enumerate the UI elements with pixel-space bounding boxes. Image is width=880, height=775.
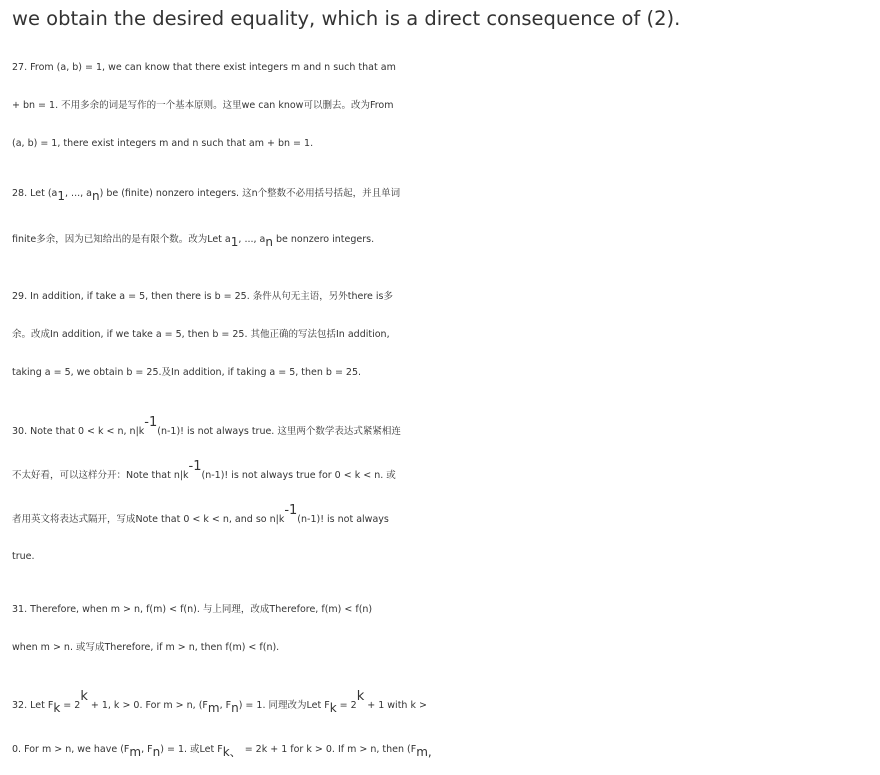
- subscript: k: [53, 701, 61, 715]
- text-line: [12, 175, 874, 213]
- text-line: taking a = 5, we obtain b = 25.及In addition, if taking a = 5, then b = 25.: [12, 367, 362, 378]
- subscript: k、: [222, 745, 242, 759]
- superscript: -1: [188, 459, 202, 474]
- text-span: (n-1)! is not always true. 这里两个数学表达式紧紧相连: [157, 426, 401, 437]
- text-span: 30. Note that 0 < k < n, n|k: [12, 426, 145, 437]
- text-span: (n-1)! is not always true for 0 < k < n. 或: [201, 470, 396, 481]
- text-line: 余。改成In addition, if we take a = 5, then b = 25. 其他正确的写法包括In addition,: [12, 329, 390, 340]
- text-line: when m > n. 或写成Therefore, if m > n, then f(m) < f(n).: [12, 642, 280, 653]
- superscript: -1: [284, 503, 298, 518]
- text-span: be nonzero integers.: [272, 234, 375, 245]
- subscript: n: [231, 701, 239, 715]
- text-line: [12, 454, 874, 498]
- subscript: 1: [230, 235, 239, 249]
- text-span: (n-1)! is not always: [297, 514, 389, 525]
- text-span: = 2: [60, 700, 81, 711]
- text-line: true.: [12, 551, 35, 562]
- paragraph-28: [12, 175, 874, 259]
- text-span: , F: [141, 744, 153, 755]
- text-span: ) = 1. 同理改为Let F: [238, 700, 330, 711]
- text-line: [12, 410, 874, 454]
- text-span: = 2: [336, 700, 357, 711]
- text-line: 29. In addition, if take a = 5, then there is b = 25. 条件从句无主语，另外there is多: [12, 291, 394, 302]
- subscript: k: [329, 701, 337, 715]
- subscript: m: [129, 745, 142, 759]
- text-line: (a, b) = 1, there exist integers m and n such that am + bn = 1.: [12, 138, 314, 149]
- paragraph-31: [12, 591, 874, 667]
- text-line: [12, 498, 874, 542]
- text-span: 28. Let (a: [12, 188, 58, 199]
- text-span: ) be (finite) nonzero integers. 这n个整数不必用括号括起，并且单词: [99, 188, 401, 199]
- text-line: [12, 684, 874, 728]
- text-span: = 2k + 1 for k > 0. If m > n, then (F: [241, 744, 417, 755]
- text-span: + 1, k > 0. For m > n, (F: [87, 700, 208, 711]
- text-line: + bn = 1. 不用多余的词是写作的一个基本原则。这里we can know可以删去。改为From: [12, 100, 394, 111]
- paragraph-29: [12, 278, 874, 392]
- text-span: + 1 with k >: [364, 700, 427, 711]
- superscript: k: [80, 689, 88, 704]
- subscript: n: [152, 745, 161, 759]
- text-span: 0. For m > n, we have (F: [12, 744, 130, 755]
- text-line: [12, 728, 874, 772]
- paragraph-32: [12, 684, 874, 772]
- text-span: 者用英文将表达式隔开，写成Note that 0 < k < n, and so n|k: [12, 514, 285, 525]
- subscript: n: [265, 235, 273, 249]
- text-line: we obtain the desired equality, which is a direct consequence of (2).: [12, 7, 681, 30]
- paragraph-continuation: [12, 0, 680, 38]
- superscript: -1: [144, 415, 158, 430]
- superscript: k: [356, 689, 365, 704]
- text-line: 31. Therefore, when m > n, f(m) < f(n). 与上同理，改成Therefore, f(m) < f(n): [12, 604, 373, 615]
- subscript: 1: [57, 189, 66, 203]
- text-span: , ..., a: [65, 188, 92, 199]
- text-line: [12, 221, 874, 259]
- text-line: 27. From (a, b) = 1, we can know that there exist integers m and n such that am: [12, 62, 396, 73]
- text-span: , F: [219, 700, 232, 711]
- text-span: 32. Let F: [12, 700, 54, 711]
- text-span: 不太好看，可以这样分开：Note that n|k: [12, 470, 189, 481]
- subscript: m: [207, 701, 220, 715]
- text-span: finite多余，因为已知给出的是有限个数。改为Let a: [12, 234, 231, 245]
- subscript: m,: [416, 745, 432, 759]
- paragraph-30: [12, 410, 874, 576]
- text-span: ) = 1. 或Let F: [160, 744, 223, 755]
- paragraph-27: [12, 49, 874, 163]
- text-span: , ..., a: [238, 234, 266, 245]
- subscript: n: [91, 189, 100, 203]
